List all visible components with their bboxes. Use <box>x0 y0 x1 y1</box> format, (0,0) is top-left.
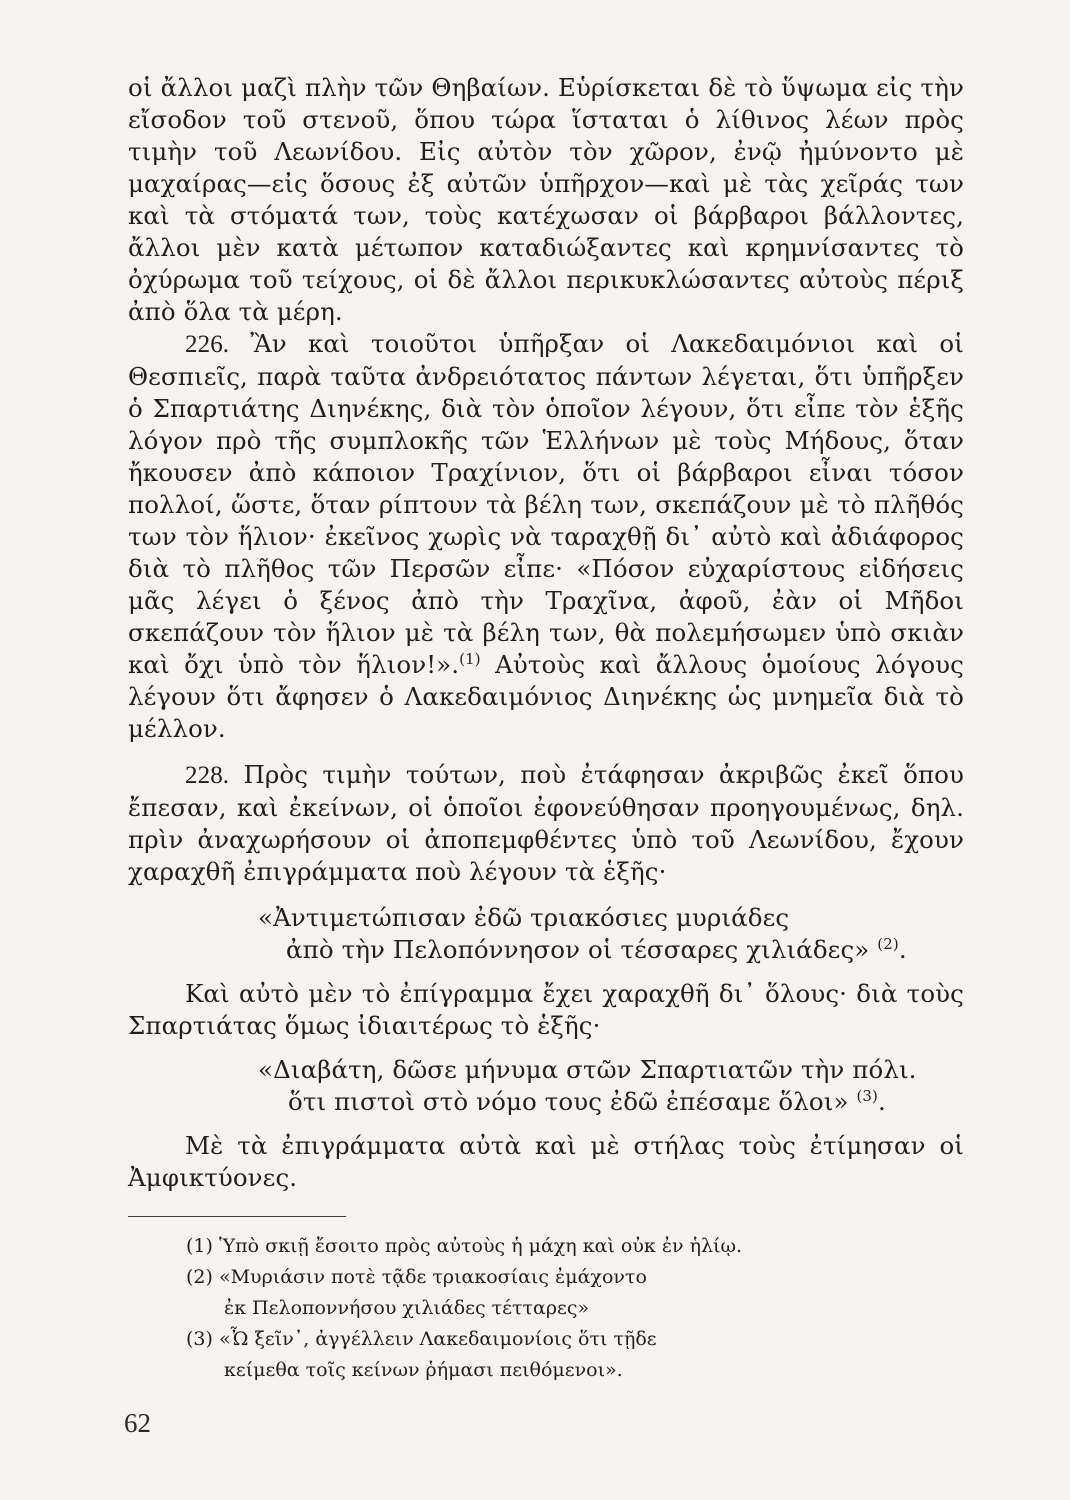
book-page <box>128 72 964 1386</box>
paragraph-5-text: Μὲ τὰ ἐπιγράμματα αὐτὰ καὶ μὲ στήλας τοὺς ἐτίμησαν οἱ Ἀμφικτύονες. <box>128 1131 964 1192</box>
epigram-1-line-2-text: ἀπὸ τὴν Πελοπόννησον οἱ τέσσαρες χιλιάδες» <box>286 935 870 964</box>
epigram-1-line-2 <box>128 934 964 966</box>
paragraph-228 <box>128 759 964 888</box>
epigram-2 <box>128 1054 964 1118</box>
footnote-3 <box>186 1324 964 1355</box>
footnote-1 <box>186 1231 964 1262</box>
epigram-2-end: . <box>878 1087 886 1116</box>
epigram-1 <box>128 902 964 966</box>
page-number: 62 <box>124 1408 151 1438</box>
epigram-1-line-1: «Ἀντιμετώπισαν ἐδῶ τριακόσιες μυριάδες <box>258 903 790 932</box>
footnotes <box>128 1231 964 1386</box>
section-number-226: 226. <box>185 331 230 358</box>
footnote-3-continuation: κείμεθα τοῖς κείνων ῥήμασι πειθόμενοι». <box>224 1359 623 1381</box>
footnote-2-line-1: «Μυριάσιν ποτὲ τᾷδε τριακοσίαις ἐμάχοντο <box>218 1266 647 1288</box>
footnote-ref-2: (2) <box>877 934 899 953</box>
footnote-3-line-1: «Ὦ ξεῖν᾽, ἀγγέλλειν Λακεδαιμονίοις ὅτι τῇδε <box>218 1328 657 1350</box>
footnote-ref-3: (3) <box>856 1086 879 1105</box>
footnote-2-continuation: ἐκ Πελοποννήσου χιλιάδες τέτταρες» <box>224 1297 590 1319</box>
footnote-separator <box>128 1216 346 1217</box>
epigram-2-line-2-text: ὅτι πιστοὶ στὸ νόμο τους ἐδῶ ἐπέσαμε ὅλοι» <box>288 1087 849 1116</box>
footnote-2 <box>186 1262 964 1293</box>
paragraph-226 <box>128 328 964 745</box>
epigram-1-end: . <box>898 935 907 964</box>
paragraph-1 <box>128 72 964 328</box>
paragraph-1-text: οἱ ἄλλοι μαζὶ πλὴν τῶν Θηβαίων. Εὑρίσκεται δὲ τὸ ὕψωμα εἰς τὴν εἴσοδον τοῦ στενοῦ, ὅπου τώρα ἵσταται ὁ λίθινος λέων πρὸς τιμὴν τοῦ Λεωνίδου. Εἰς αὐτὸν τὸν χῶρον, ἐνῷ ἠμύνοντο μὲ μαχαίρας—εἰς ὅσους ἐξ αὐτῶν ὑπῆρχον—καὶ μὲ τὰς χεῖράς των καὶ τὰ στόματά των, τοὺς κατέχωσαν οἱ βάρβαροι βάλλοντες, ἄλλοι μὲν κατὰ μέτωπον καταδιώξαντες καὶ κρημνίσαντες τὸ ὀχύρωμα τοῦ τείχους, οἱ δὲ ἄλλοι περικυκλώσαντες αὐτοὺς πέριξ ἀπὸ ὅλα τὰ μέρη. <box>128 73 964 326</box>
paragraph-4 <box>128 978 964 1042</box>
paragraph-226-text-after: Αὐτοὺς καὶ ἄλλους ὁμοίους λόγους λέγουν ὅτι ἄφησεν ὁ Λακεδαιμόνιος Διηνέκης ὡς μνημεῖα διὰ τὸ μέλλον. <box>128 650 964 743</box>
main-text <box>128 72 964 1194</box>
footnote-3-label: (3) <box>186 1328 213 1350</box>
footnote-1-line-1: Ὑπὸ σκιῇ ἔσοιτο πρὸς αὐτοὺς ἡ μάχη καὶ οὐκ ἐν ἡλίῳ. <box>218 1235 743 1257</box>
footnote-1-label: (1) <box>186 1235 213 1257</box>
paragraph-4-text: Καὶ αὐτὸ μὲν τὸ ἐπίγραμμα ἔχει χαραχθῆ δι᾽ ὅλους· διὰ τοὺς Σπαρτιάτας ὅμως ἰδιαιτέρως τὸ ἑξῆς· <box>128 979 964 1040</box>
paragraph-5 <box>128 1130 964 1194</box>
paragraph-226-text: Ἂν καὶ τοιοῦτοι ὑπῆρξαν οἱ Λακεδαιμόνιοι καὶ οἱ Θεσπιεῖς, παρὰ ταῦτα ἀνδρειότατος πάντων λέγεται, ὅτι ὑπῆρξεν ὁ Σπαρτιάτης Διηνέκης, διὰ τὸν ὁποῖον λέγουν, ὅτι εἶπε τὸν ἑξῆς λόγον πρὸ τῆς συμπλοκῆς τῶν Ἑλλήνων μὲ τοὺς Μήδους, ὅταν ἤκουσεν ἀπὸ κάποιον Τραχίνιον, ὅτι οἱ βάρβαροι εἶναι τόσον πολλοί, ὥστε, ὅταν ρίπτουν τὰ βέλη των, σκεπάζουν μὲ τὸ πλῆθός των τὸν ἥλιον· ἐκεῖνος χωρὶς νὰ ταραχθῇ δι᾽ αὐτὸ καὶ ἀδιάφορος διὰ τὸ πλῆθος τῶν Περσῶν εἶπε· «Πόσον εὐχαρίστους εἰδήσεις μᾶς λέγει ὁ ξένος ἀπὸ τὴν Τραχῖνα, ἀφοῦ, ἐὰν οἱ Μῆδοι σκεπάζουν τὸν ἥλιον μὲ τὰ βέλη των, θὰ πολεμήσωμεν ὑπὸ σκιὰν καὶ ὄχι ὑπὸ τὸν ἥλιον!». <box>128 329 964 679</box>
epigram-2-line-1: «Διαβάτη, δῶσε μήνυμα στῶν Σπαρτιατῶν τὴν πόλι. <box>258 1055 917 1084</box>
paragraph-228-text: Πρὸς τιμὴν τούτων, ποὺ ἐτάφησαν ἀκριβῶς ἐκεῖ ὅπου ἔπεσαν, καὶ ἐκείνων, οἱ ὁποῖοι ἐφονεύθησαν προηγουμένως, δηλ. πρὶν ἀναχωρήσουν οἱ ἀποπεμφθέντες ὑπὸ τοῦ Λεωνίδου, ἔχουν χαραχθῆ ἐπιγράμματα ποὺ λέγουν τὰ ἑξῆς· <box>128 760 964 886</box>
section-number-228: 228. <box>185 762 230 789</box>
epigram-2-line-2 <box>128 1086 964 1118</box>
footnote-ref-1: (1) <box>459 649 481 668</box>
footnote-2-label: (2) <box>186 1266 213 1288</box>
